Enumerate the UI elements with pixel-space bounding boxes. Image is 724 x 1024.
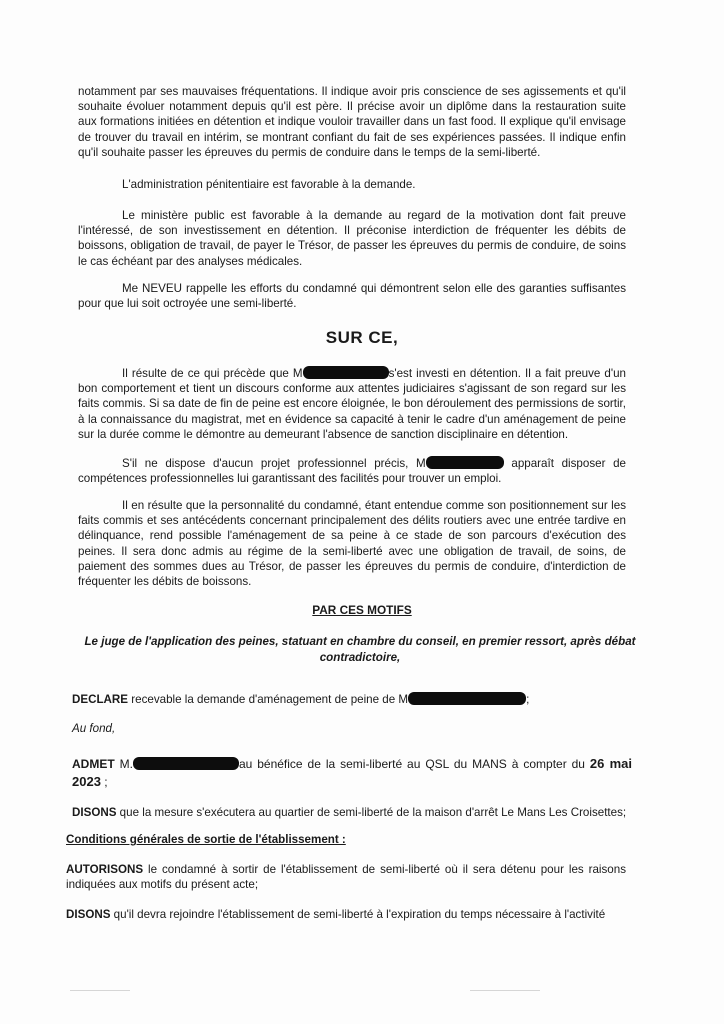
paragraph-defense: Me NEVEU rappelle les efforts du condamné qui démontrent selon elle des garanties suffisantes pour que lui soit octroyée une semi-liberté.: [78, 282, 626, 311]
text-segment: le condamné à sortir de l'établissement de semi-liberté où il sera détenu pour les raisons indiquées aux motifs du présent acte;: [66, 863, 626, 892]
keyword: DECLARE: [72, 693, 129, 706]
text-segment: S'il ne dispose d'aucun projet professionnel précis, M: [122, 457, 426, 470]
heading-sur-ce: SUR CE,: [325, 328, 399, 347]
text-segment: qu'il devra rejoindre l'établissement de semi-liberté à l'expiration du temps nécessaire à l'activité: [110, 908, 606, 921]
juge-statement: Le juge de l'application des peines, statuant en chambre du conseil, en premier ressort, après débat contradictoire,: [84, 635, 636, 664]
keyword: DISONS: [72, 806, 117, 819]
paragraph-prisoner-statement: notamment par ses mauvaises fréquentations. Il indique avoir pris conscience de ses agissements et qu'il souhaite évoluer notamment depuis qu'il est père. Il précise avoir un diplôme dans la restauration suite aux formations initiées en détention et indique vouloir travailler dans un fast food. Il explique qu'il envisage de trouver du travail en intérim, se montrant confiant du fait de ses expériences passées. Il indique enfin qu'il souhaite passer les épreuves du permis de conduire dans le temps de la semi-liberté.: [78, 85, 626, 159]
paragraph-analysis-behavior: [78, 366, 626, 442]
text-segment: que la mesure s'exécutera au quartier de semi-liberté de la maison d'arrêt Le Mans Les Croisettes;: [116, 806, 627, 819]
keyword: ADMET: [72, 757, 115, 771]
decision-declare: [72, 692, 632, 707]
text-segment: s'est investi en détention. Il a fait preuve d'un bon comportement et tient un discours conforme aux attentes judiciaires s'agissant de son regard sur les faits commis. Si sa date de fin de peine est encore éloignée, le bon déroulement des permissions de sortir, à la connaissance du magistrat, met en évidence sa capacité à tenir le cadre d'un aménagement de peine sur la durée comme le démontre au demeurant l'absence de sanction disciplinaire en détention.: [78, 367, 626, 441]
paragraph-ministere-public: Le ministère public est favorable à la demande au regard de la motivation dont fait preuve l'intéressé, de son investissement en détention. Il préconise interdiction de fréquenter les débits de boissons, obligation de travail, de payer le Trésor, de passer les épreuves du permis de conduire, de soins le cas échéant par des analyses médicales.: [78, 209, 626, 268]
paragraph-conclusion: Il en résulte que la personnalité du condamné, étant entendue comme son positionnement sur les faits commis et ses antécédents concernant principalement des délits routiers avec une entrée tardive en délinquance, rend possible l'aménagement de sa peine à ce stade de son parcours d'exécution des peines. Il sera donc admis au régime de la semi-liberté avec une obligation de travail, de soins, de paiement des sommes dues au Trésor, de passer les épreuves du permis de conduire, d'interdiction de fréquenter les débits de boissons.: [78, 499, 626, 589]
redacted-name: [303, 366, 389, 379]
text-segment: Il résulte de ce qui précède que M: [122, 367, 303, 380]
paragraph-administration: L'administration pénitentiaire est favorable à la demande.: [122, 178, 416, 191]
au-fond-label: Au fond,: [72, 722, 116, 735]
text-segment: au bénéfice de la semi-liberté au QSL du MANS à compter du: [238, 757, 590, 771]
redacted-name: [408, 692, 526, 705]
text-segment: ;: [526, 693, 530, 706]
text-segment: apparaît disposer de compétences professionnelles lui garantissant des facilités pour trouver un emploi.: [78, 457, 626, 486]
section-title: Conditions générales de sortie de l'établissement :: [66, 833, 346, 846]
text-segment: M.: [114, 757, 133, 771]
decision-disons-location: [72, 805, 632, 820]
decision-disons-return: [66, 907, 626, 922]
conditions-heading: [66, 832, 626, 847]
redacted-name: [426, 456, 504, 469]
scan-artifact: [470, 990, 540, 991]
start-date: 26 mai 2023: [72, 756, 632, 789]
scan-artifact: [70, 990, 130, 991]
keyword: DISONS: [66, 908, 111, 921]
decision-autorisons: [66, 862, 626, 892]
keyword: AUTORISONS: [66, 863, 144, 876]
text-segment: ;: [100, 775, 108, 789]
decision-admet: [72, 755, 632, 791]
heading-par-ces-motifs: PAR CES MOTIFS: [312, 603, 412, 617]
redacted-name: [133, 757, 239, 770]
paragraph-analysis-employment: [78, 456, 626, 486]
text-segment: recevable la demande d'aménagement de peine de M: [128, 693, 409, 706]
